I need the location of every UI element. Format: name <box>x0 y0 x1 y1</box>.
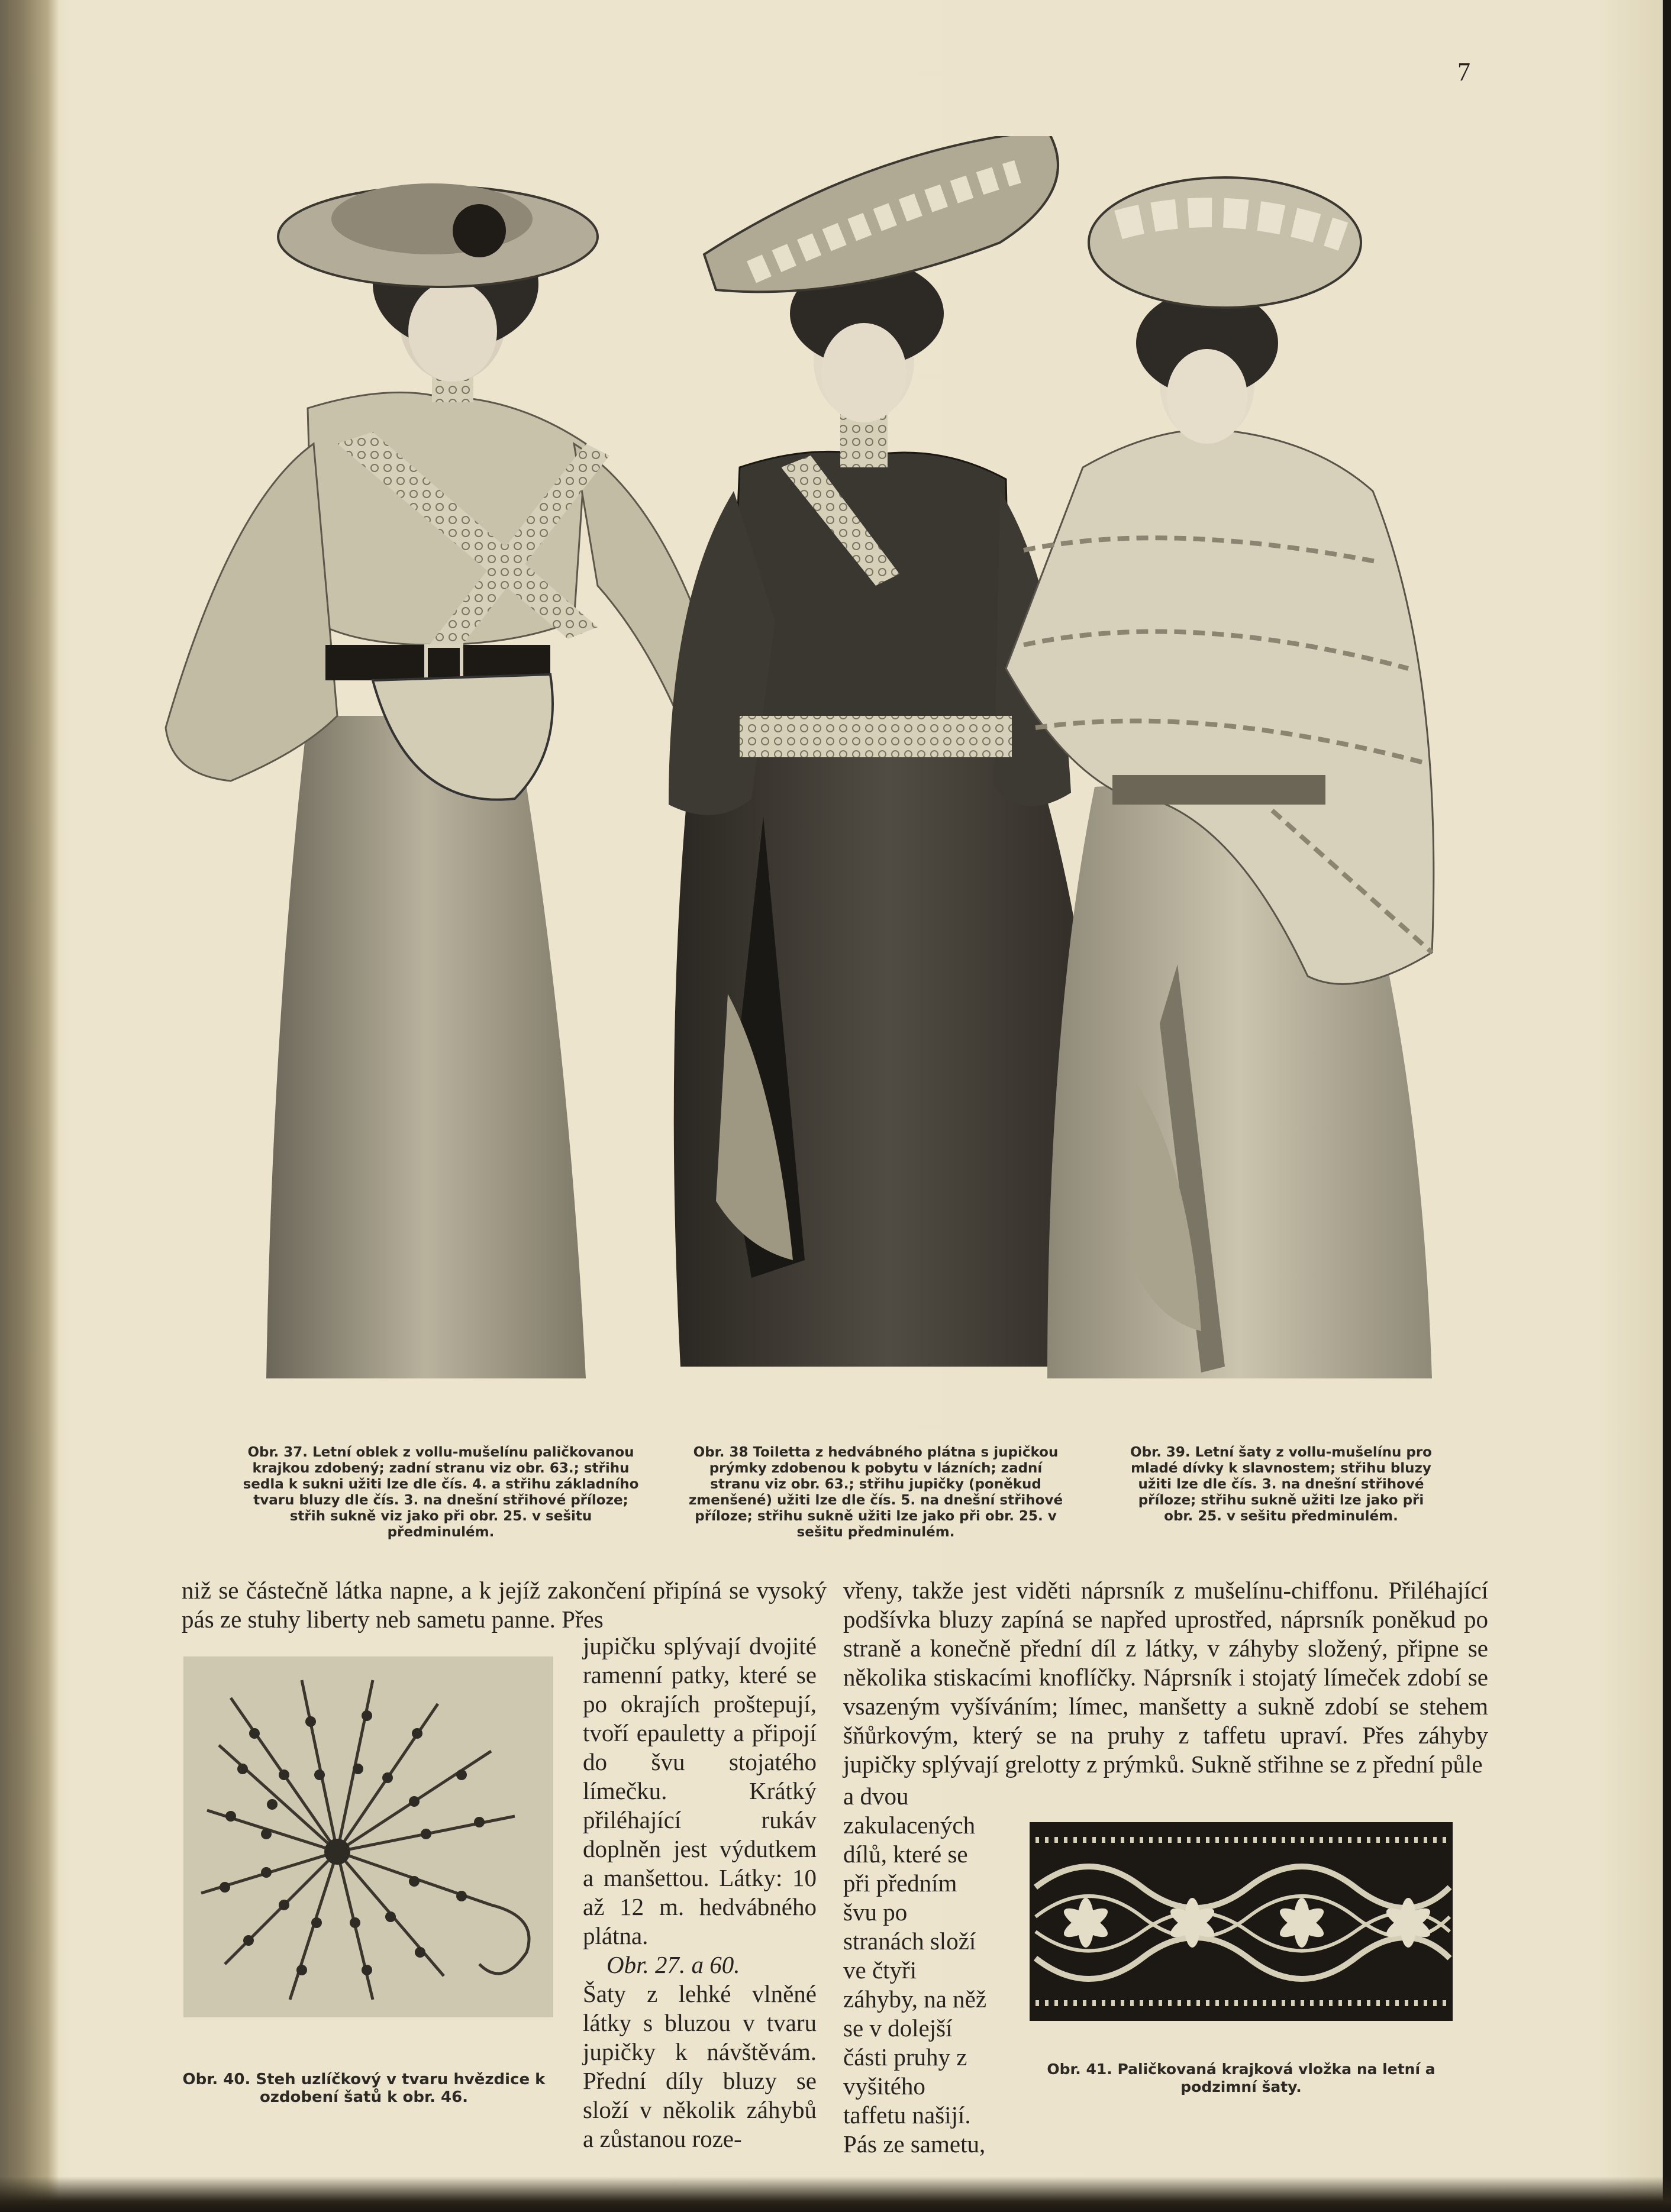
body-text-left-narrow <box>583 1632 817 2153</box>
book-gutter <box>0 0 59 2212</box>
page-edge-bottom <box>0 2177 1671 2212</box>
body-text-left-top <box>182 1576 827 1634</box>
figure-reference: Obr. 27. a 60. <box>607 1951 740 1978</box>
main-illustration <box>160 136 1456 1390</box>
body-text-right-top <box>843 1576 1488 1779</box>
paragraph: niž se částečně látka napne, a k jejíž zakončení připíná se vysoký pás ze stuhy liberty neb sametu panne. Přes <box>182 1577 827 1633</box>
paragraph: vřeny, takže jest viděti náprsník z mušelínu-chiffonu. Přiléhající podšívka bluzy zapíná se napřed uprostřed, náprsník poněkud po straně a konečně přední díl z látky, v záhyby složený, připne se několika stiskacími knoflíčky. Náprsník i stojatý límeček zdobí se vsazeným vyšíváním; límec, manšetty a sukně zdobí se stehem šňůrkovým, který se na pruhy z taffetu upraví. Přes záhyby jupičky splývají grelotty z prýmků. Sukně střihne se z přední půle <box>843 1577 1488 1778</box>
paragraph: Šaty z lehké vlněné látky s bluzou v tvaru jupičky k návštěvám. Přední díly bluzy se složí v několik záhybů a zůstanou roze- <box>583 1980 817 2152</box>
figure-left <box>166 183 722 1378</box>
body-text-right-narrow <box>843 1782 994 2159</box>
figure-obr41 <box>1030 1822 1453 2021</box>
caption-obr37: Obr. 37. Letní oblek z vollu-mušelínu paličkovanou krajkou zdobený; zadní stranu viz obr. 63.; střihu sedla k sukni užiti lze dle čís. 4. a střihu základního tvaru bluzy dle čís. 3. na dnešní střihové příloze; střih sukně viz jako při obr. 25. v sešitu předminulém. <box>243 1445 639 1540</box>
caption-obr41: Obr. 41. Paličkovaná krajková vložka na letní a podzimní šaty. <box>1047 2061 1435 2095</box>
figure-obr40 <box>183 1656 553 2017</box>
caption-obr38: Obr. 38 Toiletta z hedvábného plátna s jupičkou prýmky zdobenou k pobytu v lázních; zadní stranu viz obr. 63.; střihu jupičky (poněkud zmenšené) užiti lze dle čís. 5. na dnešní střihové příloze; střihu sukně užiti lze jako při obr. 25. v sešitu předminulém. <box>688 1445 1063 1540</box>
page-number: 7 <box>1457 57 1470 86</box>
caption-obr39: Obr. 39. Letní šaty z vollu-mušelínu pro mladé dívky k slavnostem; střihu bluzy užiti lze dle čís. 3. na dnešní střihové příloze; střihu sukně užiti lze jako při obr. 25. v sešitu předminulém. <box>1130 1445 1432 1524</box>
paragraph: jupičku splývají dvojité ramenní patky, které se po okrajích proštepují, tvoří epauletty a připojí do švu stojatého límečku. Krátký přiléhající rukáv doplněn jest výdutkem a manšettou. Látky: 10 až 12 m. hedvábného plátna. <box>583 1632 817 1949</box>
caption-obr40: Obr. 40. Steh uzlíčkový v tvaru hvězdice k ozdobení šatů k obr. 46. <box>182 2071 546 2106</box>
figure-middle <box>669 136 1104 1367</box>
paragraph: a dvou zakulacených dílů, které se při předním švu po stranách složí ve čtyři záhyby, na něž se v dolejší části pruhy z vyšitého taffetu našijí. Pás ze sametu, <box>843 1782 987 2158</box>
page-edge-right <box>1663 0 1671 2212</box>
